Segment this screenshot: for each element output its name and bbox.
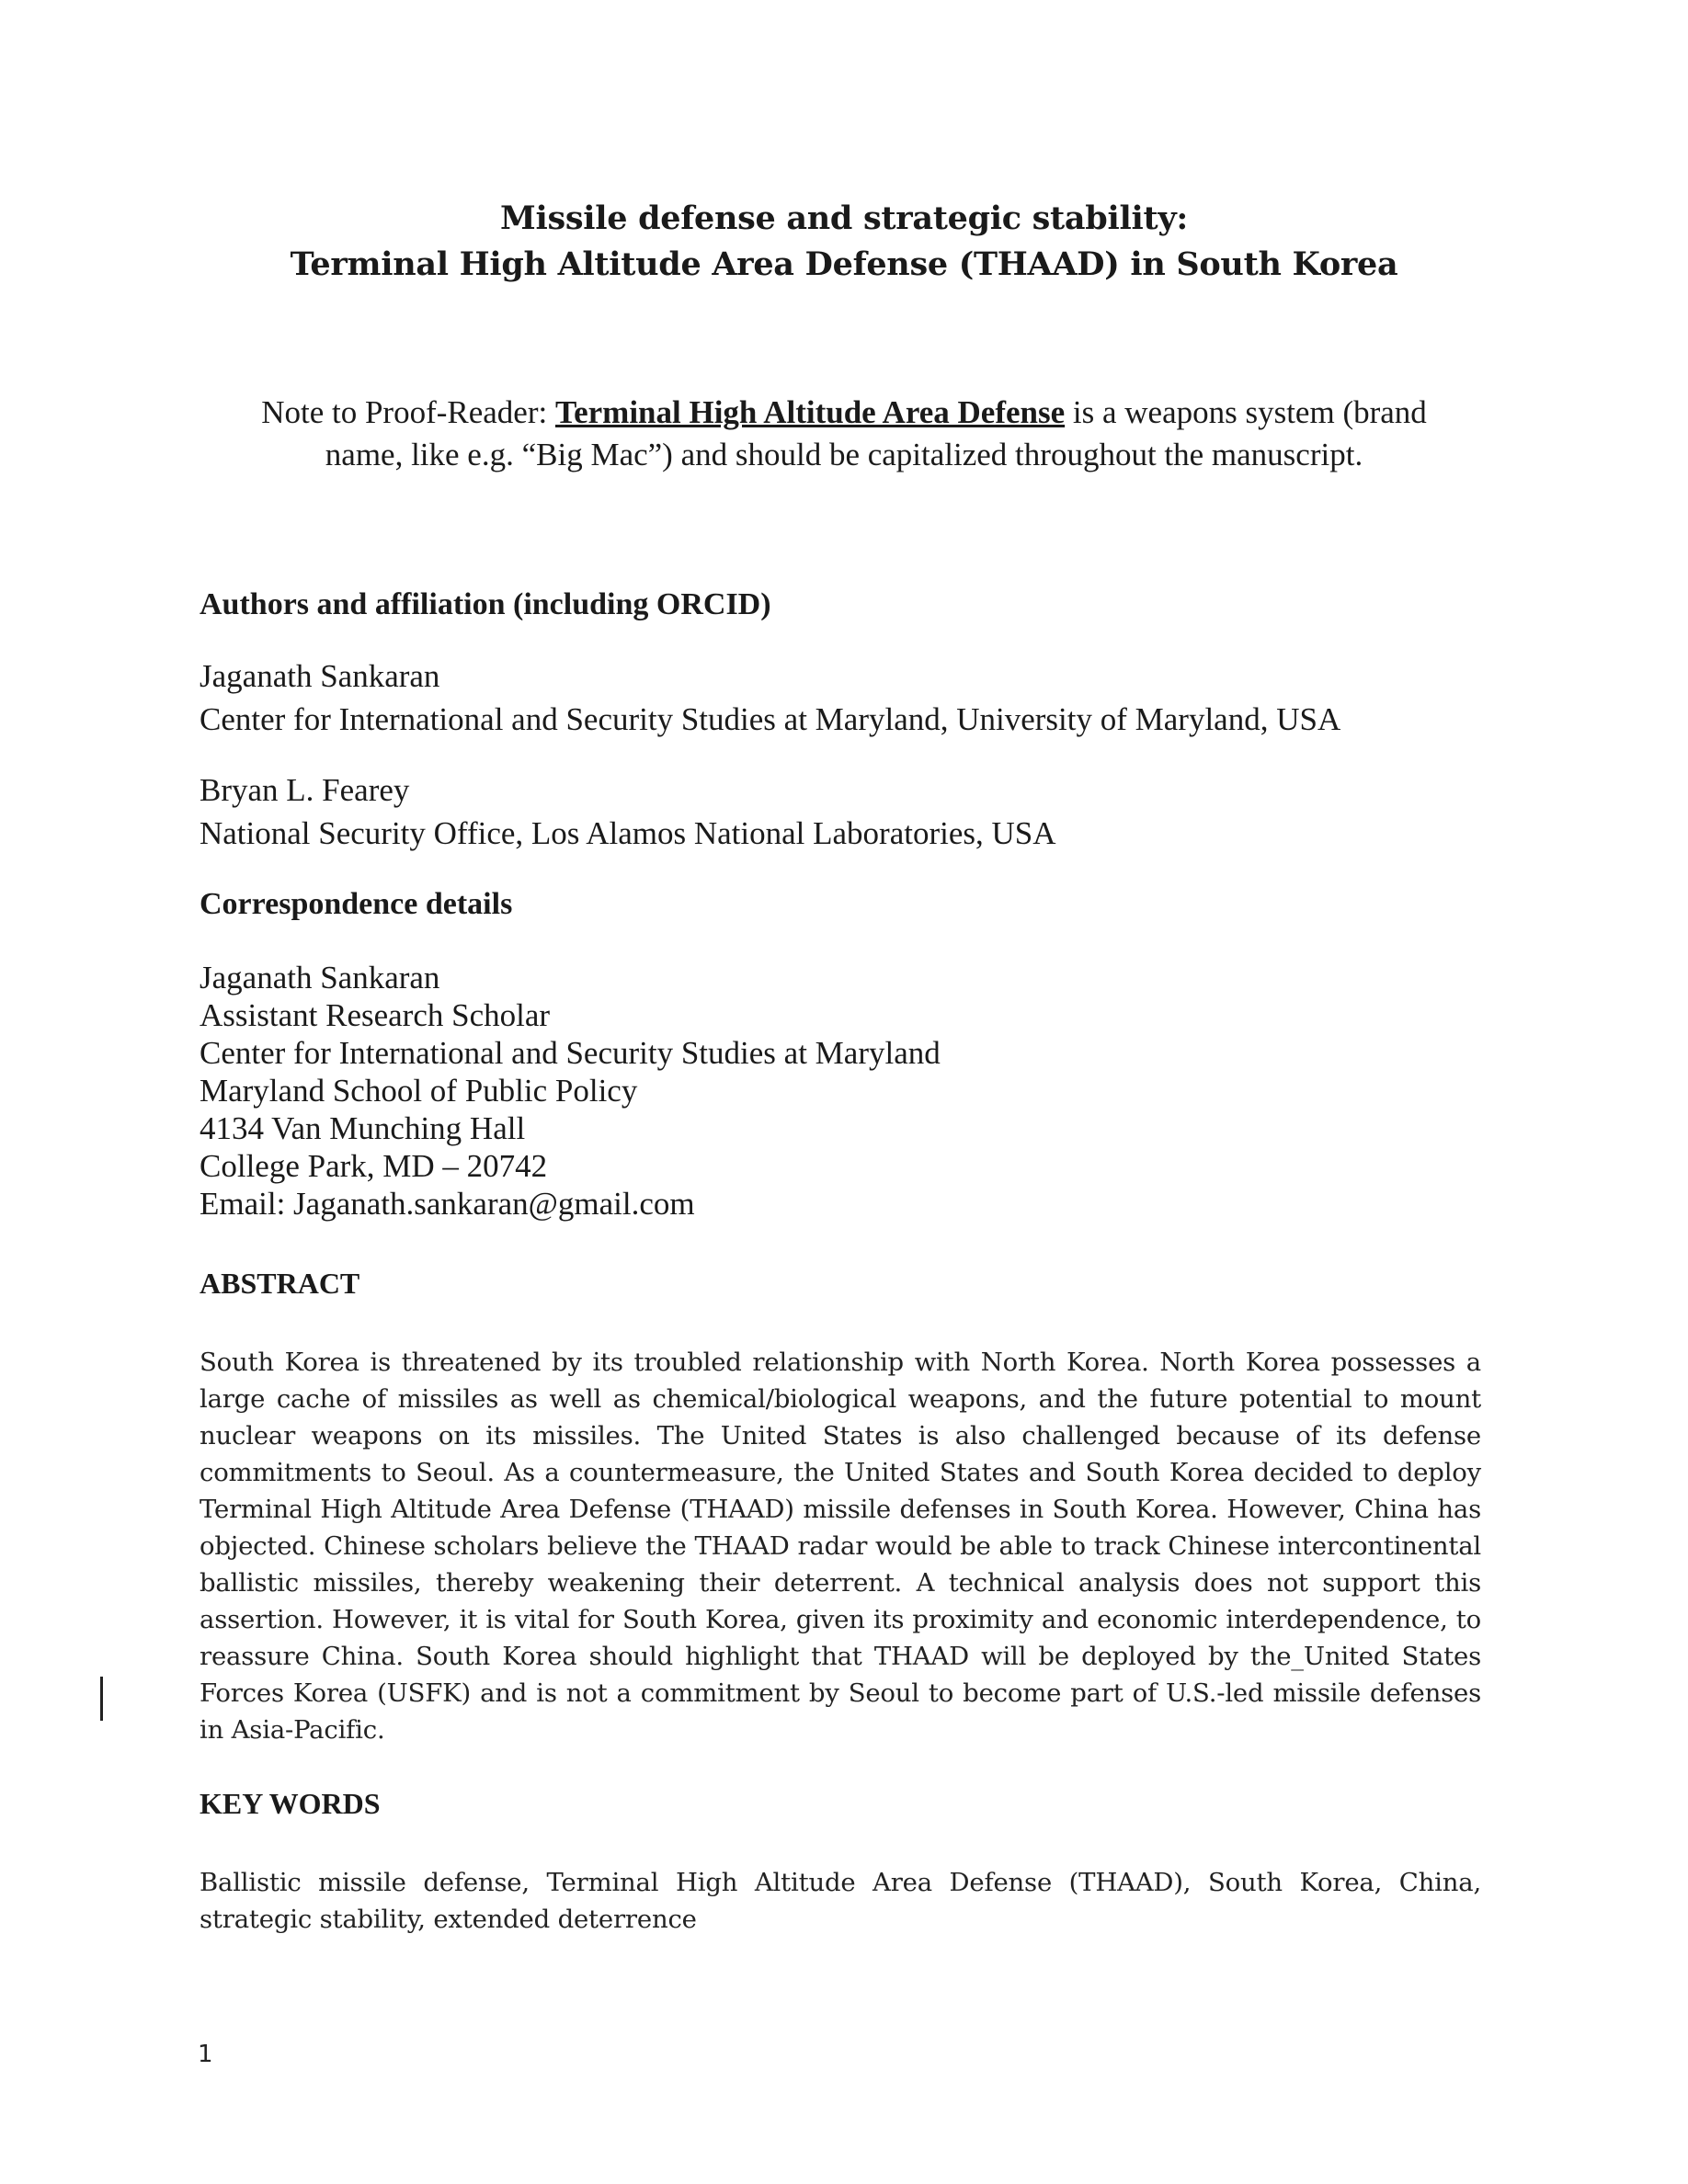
paper-title (0, 196, 1688, 288)
correspondence-line: Assistant Research Scholar (200, 997, 551, 1033)
correspondence-line: Maryland School of Public Policy (200, 1073, 638, 1109)
revision-change-bar (100, 1677, 103, 1721)
proofreader-note (0, 392, 1688, 476)
authors-heading: Authors and affiliation (including ORCID) (200, 587, 771, 621)
abstract-heading: ABSTRACT (200, 1267, 360, 1300)
note-prefix: Note to Proof-Reader: (261, 394, 555, 430)
keywords-heading: KEY WORDS (200, 1787, 381, 1820)
correspondence-email: Email: Jaganath.sankaran@gmail.com (200, 1186, 695, 1222)
note-rest: is a weapons system (brand (1065, 394, 1427, 430)
correspondence-line: Center for International and Security Studies at Maryland (200, 1035, 941, 1071)
title-line-2: Terminal High Altitude Area Defense (THAAD) in South Korea (290, 245, 1398, 283)
note-emphasis: Terminal High Altitude Area Defense (554, 394, 1066, 430)
author-affiliation: National Security Office, Los Alamos National Laboratories, USA (200, 815, 1056, 851)
abstract-text: South Korea is threatened by its troubled relationship with North Korea. North Korea possesses a large cache of missiles as well as chemical/biological weapons, and the future potential to mount nuclear weapons on its missiles. The United States is also challenged because of its defense commitments to Seoul. As a countermeasure, the United States and South Korea decided to deploy Terminal High Altitude Area Defense (THAAD) missile defenses in South Korea. However, China has objected. Chinese scholars believe the THAAD radar would be able to track Chinese intercontinental ballistic missiles, thereby weakening their deterrent. A technical analysis does not support this assertion. However, it is vital for South Korea, given its proximity and economic interdependence, to reassure China. South Korea should highlight that THAAD will be deployed by the_United States Forces Korea (USFK) and is not a commitment by Seoul to become part of U.S.-led missile defenses in Asia-Pacific. (200, 1348, 1481, 1745)
note-line-1 (0, 392, 1688, 434)
author-name: Jaganath Sankaran (200, 658, 440, 694)
correspondence-heading: Correspondence details (200, 887, 513, 921)
keywords-text: Ballistic missile defense, Terminal High Altitude Area Defense (THAAD), South Korea, China, strategic stability, extended deterrence (200, 1868, 1481, 1934)
correspondence-line: Jaganath Sankaran (200, 960, 440, 995)
correspondence-details (200, 959, 1505, 1223)
author-affiliation: Center for International and Security Studies at Maryland, University of Maryland, USA (200, 701, 1341, 737)
author-2 (200, 768, 1505, 855)
author-name: Bryan L. Fearey (200, 772, 410, 808)
correspondence-line: College Park, MD – 20742 (200, 1148, 548, 1184)
correspondence-line: 4134 Van Munching Hall (200, 1110, 526, 1146)
title-line-1: Missile defense and strategic stability: (500, 199, 1188, 237)
author-1 (200, 654, 1505, 741)
page-number: 1 (198, 2041, 213, 2068)
note-line-2: name, like e.g. “Big Mac”) and should be capitalized throughout the manuscript. (325, 437, 1363, 472)
